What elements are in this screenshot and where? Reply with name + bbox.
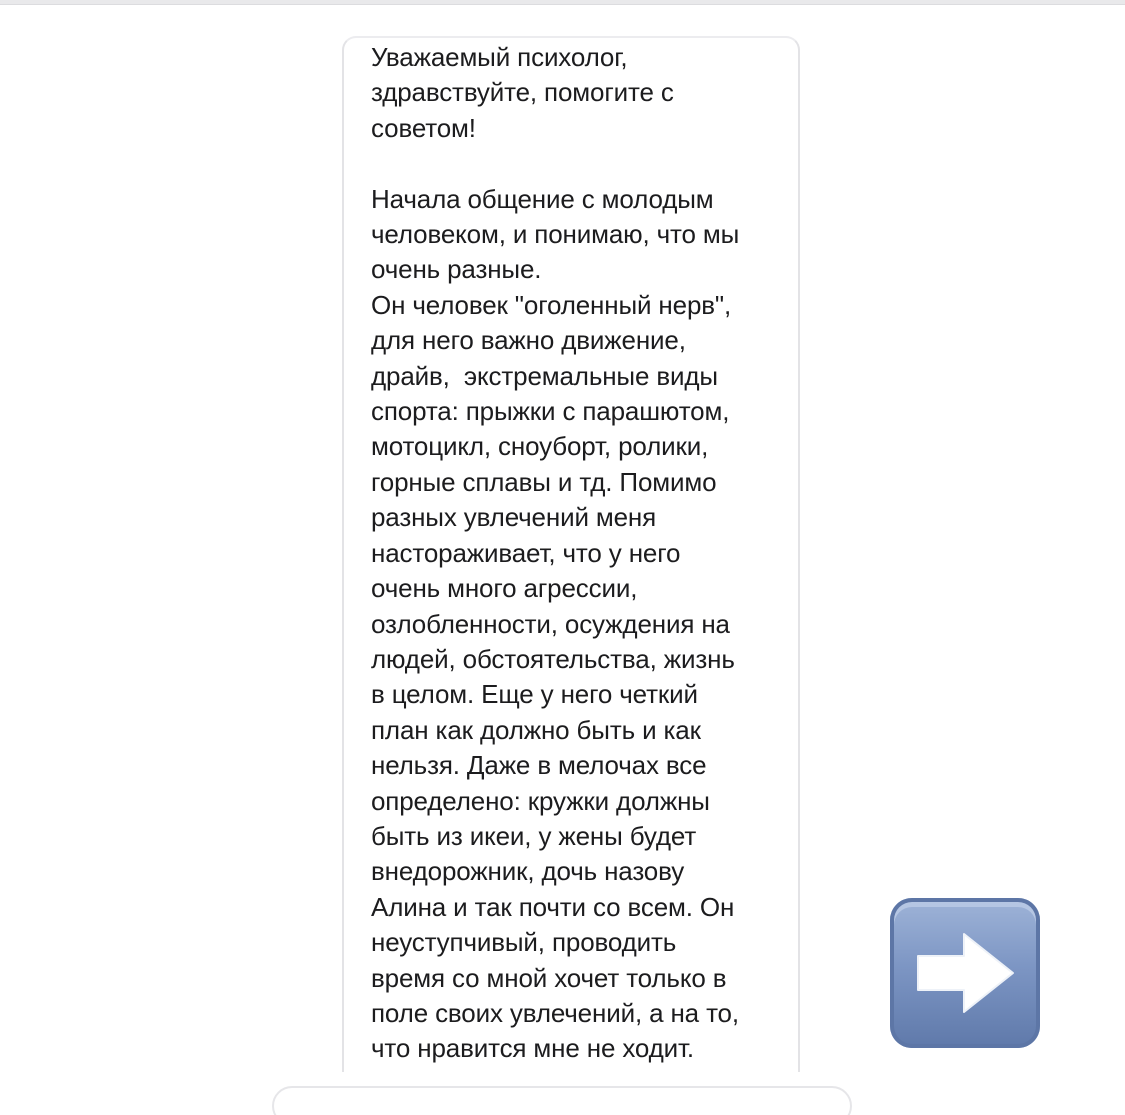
message-bubble	[342, 36, 800, 1072]
message-text: Уважаемый психолог, здравствуйте, помогите с советом! Начала общение с молодым человеком, и понимаю, что мы очень разные. Он человек "оголенный нерв", для него важно движение, драйв, экстремальные виды спорта: прыжки с парашютом, мотоцикл, сноуборт, ролики, горные сплавы и тд. Помимо разных увлечений меня настораживает, что у него очень много агрессии, озлобленности, осуждения на людей, обстоятельства, жизнь в целом. Еще у него четкий план как должно быть и как нельзя. Даже в мелочах все определено: кружки должны быть из икеи, у жены будет внедорожник, дочь назову Алина и так почти со всем. Он неуступчивый, проводить время со мной хочет только в поле своих увлечений, а на то, что нравится мне не ходит.	[371, 42, 740, 1064]
right-arrow-icon[interactable]	[890, 898, 1040, 1048]
top-divider	[0, 0, 1125, 5]
right-arrow-shape	[890, 898, 1040, 1048]
next-message-bubble-edge	[272, 1086, 852, 1115]
